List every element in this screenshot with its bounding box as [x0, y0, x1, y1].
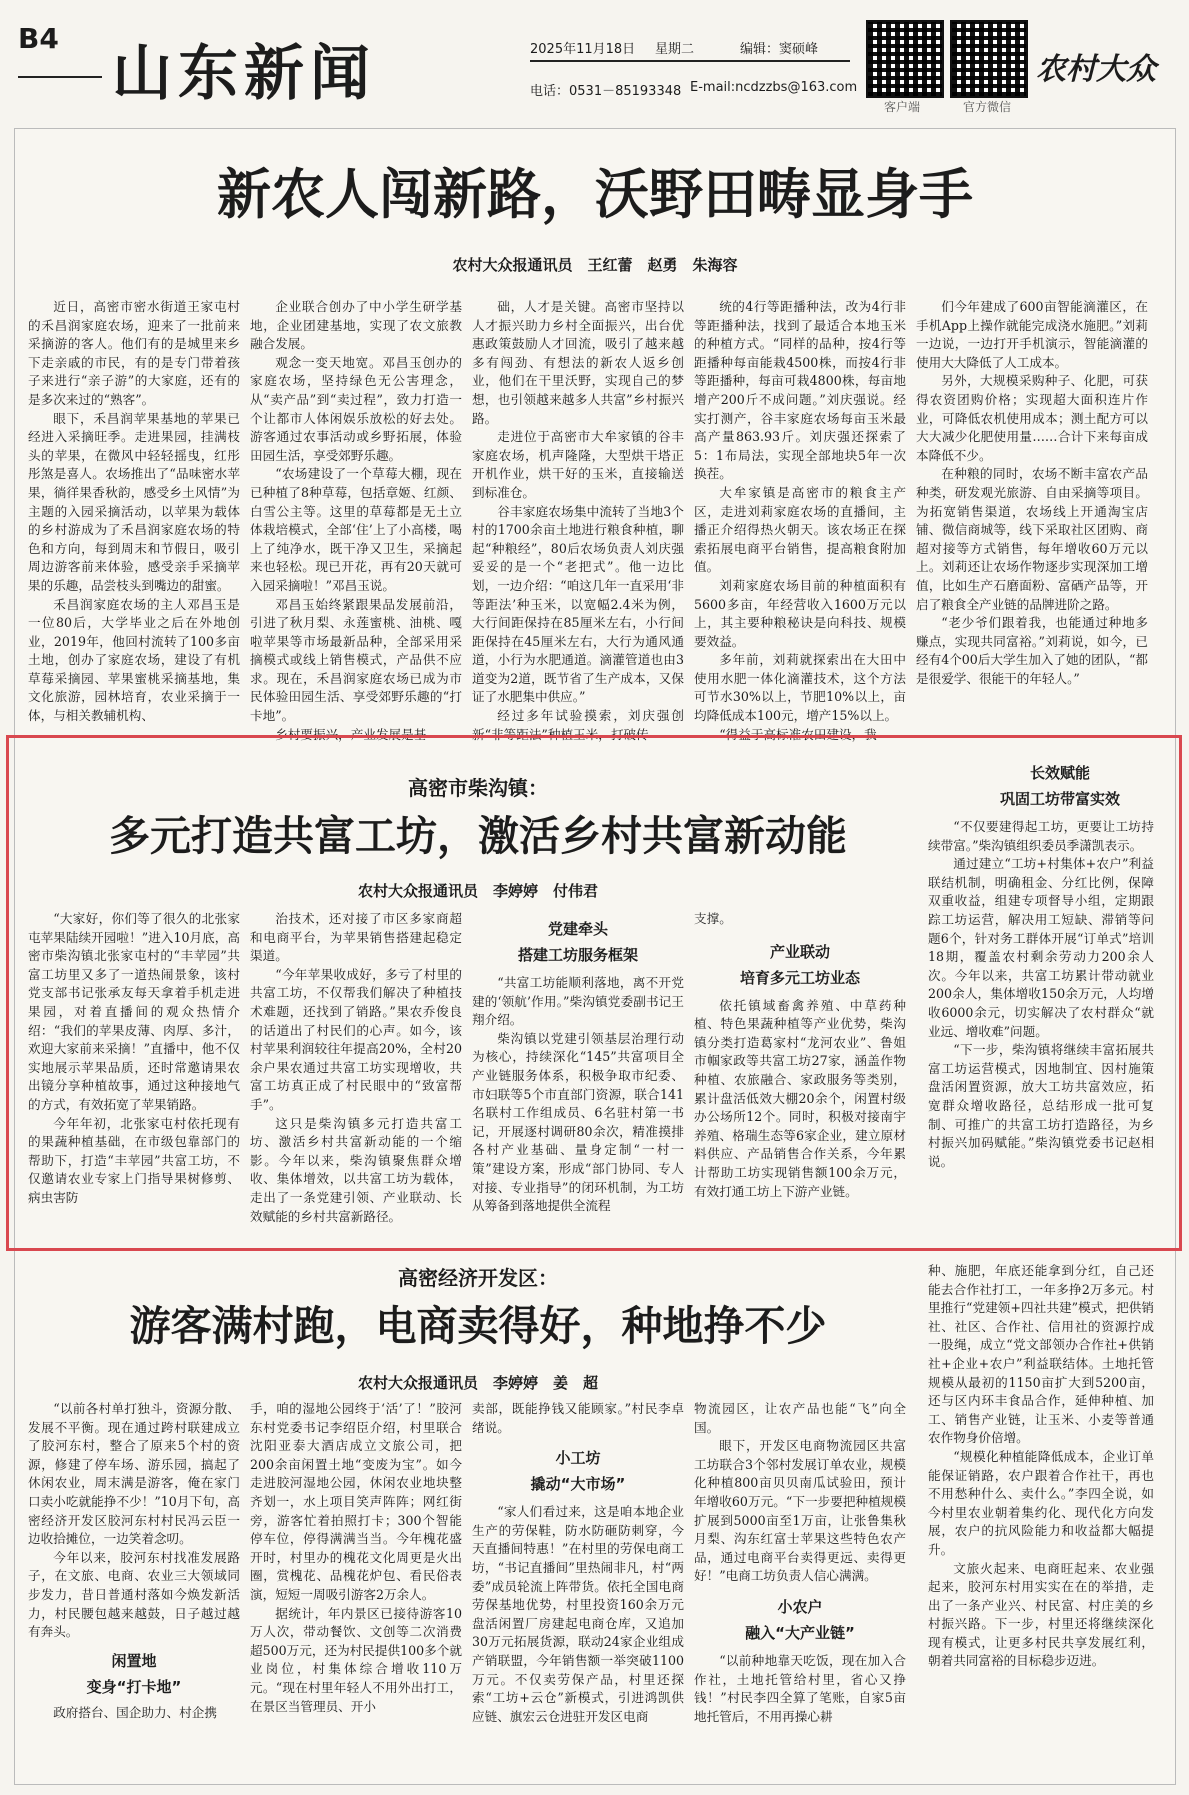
article3-column-2	[250, 1400, 462, 1772]
article3-subheading-1	[28, 1648, 240, 1700]
article2-byline: 农村大众报通讯员 李婷婷 付伟君	[357, 882, 598, 900]
paragraph: 企业联合创办了中小学生研学基地，企业团建基地，实现了农文旅教融合发展。	[250, 299, 462, 352]
article2-column-5	[928, 818, 1154, 1236]
qr-code-app[interactable]	[866, 20, 944, 98]
paragraph: 谷丰家庭农场集中流转了当地3个村的1700余亩土地进行粮食种植，聊起“种粮经”，80后农场负责人刘庆强妥妥的是一个“老把式”。他一边比划，一边介绍：“咱这几年一直采用‘非等距法’种玉米，以宽幅2.4米为例，大行间距保持在85厘米左右，小行间距保持在45厘米左右，大行为通风通道，小行为水肥通道。滴灌管道也由3道变为2道，既节省了生产成本，又保证了水肥集中供应。”	[472, 503, 684, 705]
subheading-line: 小农户	[777, 1597, 823, 1616]
subheading-line: 产业联动	[769, 942, 830, 961]
article2-column-3	[472, 910, 684, 1235]
paragraph: 大牟家镇是高密市的粮食主产区，走进刘莉家庭农场的直播间，主播正介绍得热火朝天。该农场正在探索拓展电商平台销售，提高粮食附加值。	[694, 484, 906, 575]
paragraph: 文旅火起来、电商旺起来、农业强起来，胶河东村用实实在在的举措，走出了一条产业兴、村民富、村庄美的乡村振兴路。下一步，村里还将继续深化现有模式，让更多村民共享发展红利，朝着共同富裕的目标稳步迈进。	[928, 1560, 1154, 1669]
paragraph: 础，人才是关键。高密市坚持以人才振兴助力乡村全面振兴，出台优惠政策鼓励人才回流，吸引了越来越多有闯劲、有想法的新农人返乡创业，他们在干里沃野，实现自己的梦想，也引领越来越多人共富”乡村振兴路。	[472, 299, 684, 426]
paragraph: 支撑。	[694, 911, 732, 926]
article1-headline: 新农人闯新路，沃野田畴显身手	[217, 163, 973, 226]
article2-kicker: 高密市柴沟镇：	[408, 776, 548, 800]
subheading-line: 撬动“大市场”	[530, 1475, 626, 1494]
paragraph: “共富工坊能顺利落地，离不开党建的‘领航’作用。”柴沟镇党委副书记王翔介绍。	[472, 975, 684, 1028]
paragraph: 禾昌润家庭农场的主人邓昌玉是一位80后，大学毕业之后在外地创业，2019年，他回村流转了100多亩土地，创办了家庭农场，建设了有机草莓采摘园、苹果蜜桃采摘基地，集文化旅游，园林培育，农业采摘于一体，与相关教辅机构、	[28, 596, 240, 724]
article1-column-5	[916, 298, 1148, 723]
paragraph: 近日，高密市密水街道王家屯村的禾昌润家庭农场，迎来了一批前来采摘游的客人。他们有的是城里来乡下走亲戚的市民，有的是专门带着孩子来进行“亲子游”的大家庭，还有的是多次来过的“熟客”。	[28, 299, 240, 407]
paragraph: 多年前，刘莉就探索出在大田中使用水肥一体化滴灌技术，这个方法可节水30%以上，节肥10%以上，亩均降低成本100元，增产15%以上。	[694, 652, 906, 724]
paragraph: 手，咱的湿地公园终于‘活’了！”胶河东村党委书记李绍臣介绍，村里联合沈阳亚泰大酒店成立文旅公司，把200余亩闲置土地“变废为宝”。如今走进胶河湿地公园，休闲农业地块整齐划一，水上项目笑声阵阵；网红街旁，游客忙着拍照打卡；300个智能停车位，停得满满当当。今年槐花盛开时，村里办的槐花文化周更是火出圈，赏槐花、品槐花炉包、看民俗表演，短短一周吸引游客2万余人。	[250, 1401, 462, 1602]
phone: 电话：0531－85193348	[530, 84, 682, 99]
article3-headline: 游客满村跑，电商卖得好，种地挣不少	[129, 1302, 827, 1350]
article2-headline: 多元打造共富工坊，激活乡村共富新动能	[109, 812, 847, 860]
article1-byline: 农村大众报通讯员 王红蕾 赵勇 朱海容	[452, 256, 738, 274]
article2-column-1	[28, 910, 240, 1235]
paragraph: “下一步，柴沟镇将继续丰富拓展共富工坊运营模式，因地制宜、因村施策盘活闲置资源，放大工坊共富效应，拓宽群众增收路径，总结形成一批可复制、可推广的共富工坊打造路径，为乡村振兴加码赋能。”柴沟镇党委书记赵相说。	[928, 1042, 1154, 1169]
paragraph: “家人们看过来，这是咱本地企业生产的劳保鞋，防水防砸防刺穿，今天直播间特惠！”在村里的劳保电商工坊，“书记直播间”里热闹非凡，村“两委”成员轮流上阵带货。依托全国电商劳保基地优势，村里投资160余万元盘活闲置厂房建起电商仓库，又追加30万元拓展货源，联动24家企业组成产销联盟，今年销售额一举突破1100万元。不仅卖劳保产品，村里还探索“工坊+云仓”新模式，引进鸿凯供应链、旗宏云仓进驻开发区电商	[472, 1504, 684, 1724]
paragraph: 在种粮的同时，农场不断丰富农产品种类，研发观光旅游、自由采摘等项目。为拓宽销售渠道，农场线上开通淘宝店铺、微信商城等，线下采取社区团购、商超对接等方式销售，每年增收60万元以上。刘莉还让农场作物逐步实现深加工增值，比如生产石磨面粉、富硒产品等，开启了粮食全产业链的品牌进阶之路。	[916, 466, 1148, 612]
paragraph: 通过建立“工坊+村集体+农户”利益联结机制，明确租金、分红比例，保障双重收益，组建专项督导小组，定期跟踪工坊运营，解决用工短缺、滞销等问题6个，针对务工群体开展“订单式”培训18期，覆盖农村剩余劳动力200余人次。今年以来，共富工坊累计带动就业200余人，集体增收150余万元，人均增收6000余元，切实解决了农村群众“就业远、增收难”问题。	[928, 856, 1154, 1039]
article2-subheading-1	[472, 916, 684, 968]
paragraph: 刘莉家庭农场目前的种植面积有5600多亩，年经营收入1600万元以上，其主要种粮秘诀是向科技、规模要效益。	[694, 577, 906, 649]
paragraph: 依托镇域畜禽养殖、中草药种植、特色果蔬种植等产业优势，柴沟镇分类打造葛家村“龙河农业”、鲁姐市帼家政等共富工坊27家，涵盖作物种植、农旅融合、家政服务等类别，累计盘活低效大棚20余个，闲置村级办公场所12个。同时，积极对接南宇养殖、格瑞生态等6家企业，建立原材料供应、产品销售合作关系，今年累计帮助工坊实现销售额100余万元，有效打通工坊上下游产业链。	[694, 997, 906, 1199]
paragraph: 卖部，既能挣钱又能顾家。”村民李卓绪说。	[472, 1401, 684, 1435]
article2-column-4	[694, 910, 906, 1235]
section-title: 山东新闻	[112, 39, 376, 109]
paragraph: “以前种地靠天吃饭，现在加入合作社，土地托管给村里，省心又挣钱！”村民李四全算了笔账，自家5亩地托管后，不用再操心耕	[694, 1652, 906, 1724]
paragraph: 今年年初，北张家屯村依托现有的果蔬种植基础，在市级包靠部门的帮助下，打造“丰苹园”共富工坊，不仅邀请农业专家上门指导果树修剪、病虫害防	[28, 1115, 240, 1205]
paragraph: 们今年建成了600亩智能滴灌区，在手机App上操作就能完成浇水施肥。”刘莉一边说，一边打开手机演示，智能滴灌的使用大大降低了人工成本。	[916, 299, 1148, 370]
article1-column-4	[694, 298, 906, 742]
paragraph: 物流园区，让农产品也能“飞”向全国。	[694, 1401, 906, 1435]
page-number: B4	[18, 22, 59, 55]
article3-subheading-3	[694, 1594, 906, 1646]
subheading-line: 融入“大产业链”	[745, 1623, 855, 1642]
article3-column-1	[28, 1400, 240, 1772]
qr-caption-wechat: 官方微信	[963, 100, 1012, 114]
brand-logo: 农村大众	[1036, 52, 1156, 87]
paragraph: 观念一变天地宽。邓昌玉创办的家庭农场，坚持绿色无公害理念，从“卖产品”到“卖过程”，致力打造一个让都市人体闲娱乐放松的好去处。游客通过农事活动或乡野拓展，体验田园生活，享受郊野乐趣。	[250, 354, 462, 463]
article3-column-3	[472, 1400, 684, 1772]
paragraph: 政府搭台、国企助力、村企携	[53, 1704, 217, 1720]
paragraph: “规模化种植能降低成本，企业订单能保证销路，农户跟着合作社干，再也不用愁种什么、卖什么。”李四全说，如今村里农业朝着集约化、现代化方向发展，农户的抗风险能力和收益都大幅提升。	[928, 1448, 1154, 1557]
paragraph: 治技术，还对接了市区多家商超和电商平台，为苹果销售搭建起稳定渠道。	[250, 911, 462, 964]
paragraph: “以前各村单打独斗，资源分散、发展不平衡。现在通过跨村联建成立了胶河东村，整合了原来5个村的资源，修建了停车场、游乐园，搞起了休闲农业，周末满是游客，俺在家门口卖小吃就能挣不少！”10月下旬，高密经济开发区胶河东村村民冯云臣一边收拾摊位，一边笑着念叨。	[28, 1401, 240, 1547]
subheading-line: 搭建工坊服务框架	[517, 946, 638, 964]
paragraph: 统的4行等距播种法，改为4行非等距播种法，找到了最适合本地玉米的种植方式。“同样的品种，按4行等距播种每亩能栽4500株，而按4行非等距播种，每亩可栽4800株，每亩地增产200斤不成问题。”刘庆强说。经实打测产，谷丰家庭农场每亩玉米最高产量863.93斤。刘庆强还探索了5：1布局法，实现全部地块5年一次换茬。	[694, 299, 906, 482]
subheading-line: 闲置地	[111, 1651, 157, 1670]
email: E-mail:ncdzzbs@163.com	[690, 80, 858, 95]
article3-column-5	[928, 1262, 1154, 1772]
paragraph: “农场建设了一个草莓大棚，现在已种植了8种草莓，包括章姬、红颜、白雪公主等。这里的草莓都是无土立体栽培模式，全部‘住’上了小高楼，喝上了纯净水，既干净又卫生，采摘起来也轻松。现已开花，再有20天就可入园采摘啦！”邓昌玉说。	[250, 466, 462, 593]
qr-code-wechat[interactable]	[950, 20, 1028, 98]
subheading-line: 长效赋能	[1029, 764, 1090, 782]
article2-subheading-2	[694, 939, 906, 991]
masthead-rule	[18, 76, 102, 78]
article1-column-3	[472, 298, 684, 742]
paragraph: 经过多年试验摸索，刘庆强创新“非等距法”种植玉米，打破传	[472, 708, 684, 742]
article2-subheading-3	[960, 760, 1160, 812]
paragraph: 眼下，开发区电商物流园区共富工坊联合3个邻村发展订单农业，规模化种植800亩贝贝南瓜试验田，预计年增收60万元。“下一步要把种植规模扩展到5000亩至1万亩，让张鲁集秋月梨、沟东红富士苹果这些特色农产品，通过电商平台卖得更远、卖得更好！”电商工坊负责人信心满满。	[694, 1438, 906, 1584]
article3-column-4	[694, 1400, 906, 1772]
subheading-line: 小工坊	[555, 1449, 601, 1468]
paragraph: 这只是柴沟镇多元打造共富工坊、激活乡村共富新动能的一个缩影。今年以来，柴沟镇聚焦群众增收、集体增效，以共富工坊为载体，走出了一条党建引领、产业联动、长效赋能的乡村共富新路径。	[250, 1115, 462, 1224]
paragraph: 今年以来，胶河东村找准发展路子，在文旅、电商、农业三大领域同步发力，昔日普通村落如今焕发新活力，村民腰包越来越鼓，日子越过越有奔头。	[28, 1549, 240, 1640]
paragraph: 走进位于高密市大牟家镇的谷丰家庭农场，机声隆隆，大型烘干塔正开机作业，烘干好的玉米，直接输送到标准仓。	[472, 429, 684, 500]
qr-caption-app: 客户端	[884, 100, 921, 114]
paragraph: “老少爷们跟着我，也能通过种地多赚点，实现共同富裕。”刘莉说，如今，已经有4个00后大学生加入了她的团队，“都是很爱学、很能干的年轻人。”	[916, 615, 1148, 686]
issue-date: 2025年11月18日	[530, 42, 636, 57]
subheading-line: 巩固工坊带富实效	[999, 790, 1120, 808]
article3-byline: 农村大众报通讯员 李婷婷 姜 超	[357, 1374, 598, 1392]
article3-kicker: 高密经济开发区：	[398, 1266, 558, 1290]
paragraph: “今年苹果收成好，多亏了村里的共富工坊，不仅帮我们解决了种植技术难题，还找到了销路。”果农乔俊良的话道出了村民们的心声。如今，该村苹果利润较往年提高20%，全村20余户果农通过共富工坊实现增收，共富工坊真正成了村民眼中的“致富帮手”。	[250, 966, 462, 1112]
article3-subheading-2	[472, 1445, 684, 1497]
paragraph: 眼下，禾昌润苹果基地的苹果已经进入采摘旺季。走进果园，挂满枝头的苹果，在微风中轻轻摇曳，红彤彤煞是喜人。农场推出了“品味密水苹果，徜徉果香秋韵，感受乡土风情”为主题的入园采摘活动，以苹果为载体的乡村游成为了禾昌润家庭农场的特色和方向，每到周末和节假日，吸引周边游客前来体验，感受亲手采摘苹果的乐趣，品尝枝头到嘴边的甜蜜。	[28, 410, 240, 593]
subheading-line: 党建牵头	[547, 920, 608, 938]
article1-column-1	[28, 298, 240, 723]
article2-column-2	[250, 910, 462, 1235]
paragraph: “大家好，你们等了很久的北张家屯苹果陆续开园啦！”进入10月底，高密市柴沟镇北张家屯村的“丰苹园”共富工坊里又多了一道热闹景象，该村党支部书记张承友每天拿着手机走进果园，对着直播间的观众热情介绍：“我们的苹果皮薄、肉厚、多汁，欢迎大家前来采摘！”直播中，他不仅实地展示苹果品质，还时常邀请果农出镜分享种植故事，通过这种接地气的方式，有效拓宽了苹果销路。	[28, 911, 240, 1112]
article1-column-2	[250, 298, 462, 742]
paragraph: “不仅要建得起工坊，更要让工坊持续带富。”柴沟镇组织委员季潇凯表示。	[928, 819, 1154, 853]
meta-rule	[530, 60, 850, 62]
paragraph: 乡村要振兴，产业发展是基	[275, 726, 427, 742]
issue-weekday: 星期二	[655, 42, 695, 57]
paragraph: 柴沟镇以党建引领基层治理行动为核心，持续深化“145”共富项目全产业链服务体系，积极争取市纪委、市妇联等5个市直部门资源，联合141名联村工作组成员、6名驻村第一书记，开展逐村调研80余次，精准摸排各村产业基础、量身定制“一村一策”建设方案，形成“部门协同、专人对接、专业指导”的闭环机制，为工坊从筹备到落地提供全流程	[472, 1030, 684, 1214]
subheading-line: 变身“打卡地”	[86, 1677, 182, 1696]
subheading-line: 培育多元工坊业态	[739, 968, 860, 987]
paragraph: 种、施肥，年底还能拿到分红，自己还能去合作社打工，一年多挣2万多元。村里推行“党建领+四社共建”模式，把供销社、社区、合作社、信用社的资源拧成一股绳，成立“党文部领办合作社+供销社+企业+农户”利益联结体。土地托管规模从最初的1150亩扩大到5200亩，还与区内环丰食品合作，延伸种植、加工、销售产业链，让玉米、小麦等普通农作物身价倍增。	[928, 1263, 1154, 1446]
paragraph: “得益于高标准农田建设，我	[719, 726, 877, 742]
editor-name: 编辑：窦硕峰	[740, 42, 819, 57]
paragraph: 另外，大规模采购种子、化肥，可获得农资团购价格；实现超大面积连片作业，可降低农机使用成本；测土配方可以大大减少化肥使用量……合计下来每亩成本降低不少。	[916, 373, 1148, 463]
paragraph: 邓昌玉始终紧跟果品发展前沿，引进了秋月梨、永莲蜜桃、油桃、嘎啦苹果等市场最新品种，全部采用采摘模式或线上销售模式，产品供不应求。现在，禾昌润家庭农场已成为市民体验田园生活、享受郊野乐趣的“打卡地”。	[250, 596, 462, 724]
paragraph: 据统计，年内景区已接待游客10万人次，带动餐饮、文创等二次消费超500万元，还为村民提供100多个就业岗位，村集体综合增收110万元。“现在村里年轻人不用外出打工，在景区当管理员、开小	[250, 1605, 462, 1714]
